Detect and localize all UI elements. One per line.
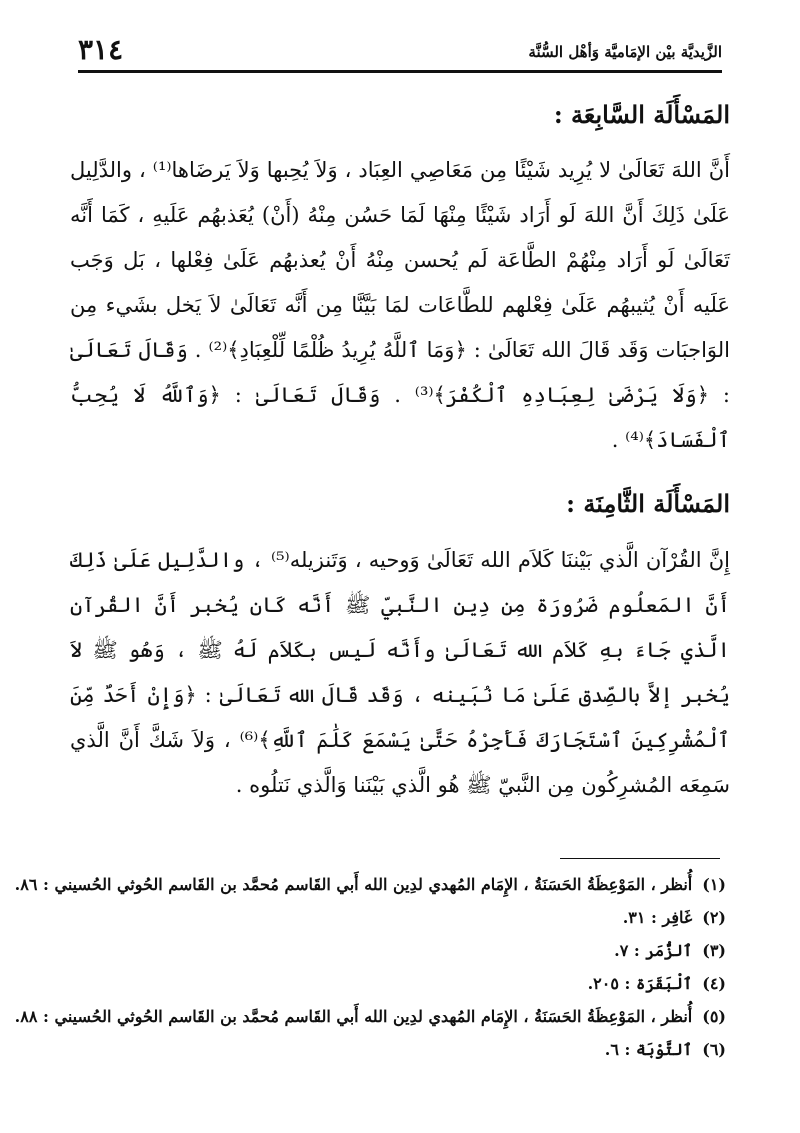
section-title-eighth: المَسْأَلَة الثَّامِنَة : [566, 489, 730, 519]
page-number: ٣١٤ [78, 33, 124, 66]
section-gap [70, 463, 730, 485]
section-title-seventh: المَسْأَلَة السَّابِعَة : [553, 100, 730, 129]
footnote [14, 1000, 726, 1033]
footnotes [14, 868, 726, 1066]
footnote-text: غَافِر : ٣١. [622, 908, 693, 927]
footnote [60, 967, 726, 1000]
footnote-number: (٣) [702, 941, 726, 960]
running-title: الزَّيديَّة بيْن الإمَاميَّة وَأهْل السُّنَّة [528, 43, 722, 61]
footnote-rule [560, 858, 720, 859]
footnote-number: (٦) [702, 1040, 726, 1059]
footnote-number: (٥) [702, 1007, 726, 1026]
footnote-number: (١) [702, 875, 726, 894]
footnote [60, 934, 726, 967]
footnote-text: أُنظر ، المَوْعِظَةُ الحَسَنَةُ ، الإِمَام المُهدي لدِين الله أَبي القَاسم مُحمَّد بن القَاسم الحُوثي الحُسيني : ٨٦. [14, 875, 693, 894]
footnote-text: ٱلتَّوْبَة : ٦. [604, 1040, 693, 1059]
section-text-seventh: أَنَّ اللهَ تَعَالَىٰ لا يُرِيد شَيْئًا مِن مَعَاصِي العِبَاد ، وَلاَ يُحِبها وَلاَ يَرضَاها⁽¹⁾ ، والدَّلِيل عَلَىٰ ذَلِكَ أَنَّ اللهَ لَو أَرَاد شَيْئًا مِنْهَا لَمَا حَسُن مِنْهُ (أَنْ) يُعَذبهُم عَلَيهِ ، كَمَا أَنَّه تَعَالَىٰ لَو أَرَاد مِنْهُمْ الطَّاعَة لَم يُحسن مِنْهُ أَنْ يُعذبهُم عَلَىٰ فِعْلها ، بَل وَجَب عَلَيه أَنْ يُثيبهُم عَلَىٰ فِعْلهم للطَّاعَات لمَا بَيَّنَّا مِن أَنَّه تَعَالَىٰ لاَ يَخل بشَيء مِن الوَاجبَات وَقَد قَالَ الله تَعَالَىٰ : ﴿وَمَا ٱللَّهُ يُرِيدُ ظُلْمًا لِّلْعِبَادِ﴾⁽²⁾ . وَقَالَ تَعَالَىٰ : ﴿وَلَا يَرْضَىٰ لِعِبَادِهِ ٱلْكُفْرَ﴾⁽³⁾ . وَقَالَ تَعَالَىٰ : ﴿وَٱللَّهُ لَا يُحِبُّ ٱلْفَسَادَ﴾⁽⁴⁾ . [70, 158, 731, 453]
header-rule [78, 70, 722, 73]
footnote [60, 901, 726, 934]
footnote-text: ٱلْبَقَرَة : ٢٠٥. [587, 974, 693, 993]
footnote-number: (٢) [702, 908, 726, 927]
main-text [70, 96, 730, 808]
footnote-text: ٱلزُّمَر : ٧. [614, 941, 693, 960]
section-text-eighth: إِنَّ القُرْآن الَّذي بَيْننَا كَلاَم الله تَعَالَىٰ وَوحيه ، وَتَنزيله⁽⁵⁾ ، والدَّلِيل عَلَىٰ ذَلِكَ أَنَّ المَعلُوم ضَرُورَة مِن دِين النَّبيّ ﷺ أَنَّه كَان يُخبر أَنَّ القُرآن الَّذي جَاءَ بهِ كَلاَم الله تَعَالَىٰ وأَنَّه لَيس بكَلاَم لَهُ ﷺ ، وَهُو ﷺ لاَ يُخبر إلاَّ بالصِّدق عَلَىٰ مَا نُبَينه ، وَقَد قَالَ الله تَعَالَىٰ : ﴿وَإِنْ أَحَدٌ مِّنَ ٱلْمُشْرِكِينَ ٱسْتَجَارَكَ فَأَجِرْهُ حَتَّىٰ يَسْمَعَ كَلَٰمَ ٱللَّهِ﴾⁽⁶⁾ ، وَلاَ شَكَّ أَنَّ الَّذي سَمِعَه المُشرِكُون مِن النَّبيّ ﷺ هُو الَّذي بَيْنَنا وَالَّذي نَتلُوه . [70, 547, 731, 797]
footnote [60, 1033, 726, 1066]
footnote-text: أُنظر ، المَوْعِظَةُ الحَسَنَةُ ، الإِمَام المُهدي لدِين الله أَبي القَاسم مُحمَّد بن القَاسم الحُوثي الحُسيني : ٨٨. [14, 1007, 693, 1026]
footnote-number: (٤) [702, 974, 726, 993]
page-header [78, 24, 722, 68]
footnote [14, 868, 726, 901]
